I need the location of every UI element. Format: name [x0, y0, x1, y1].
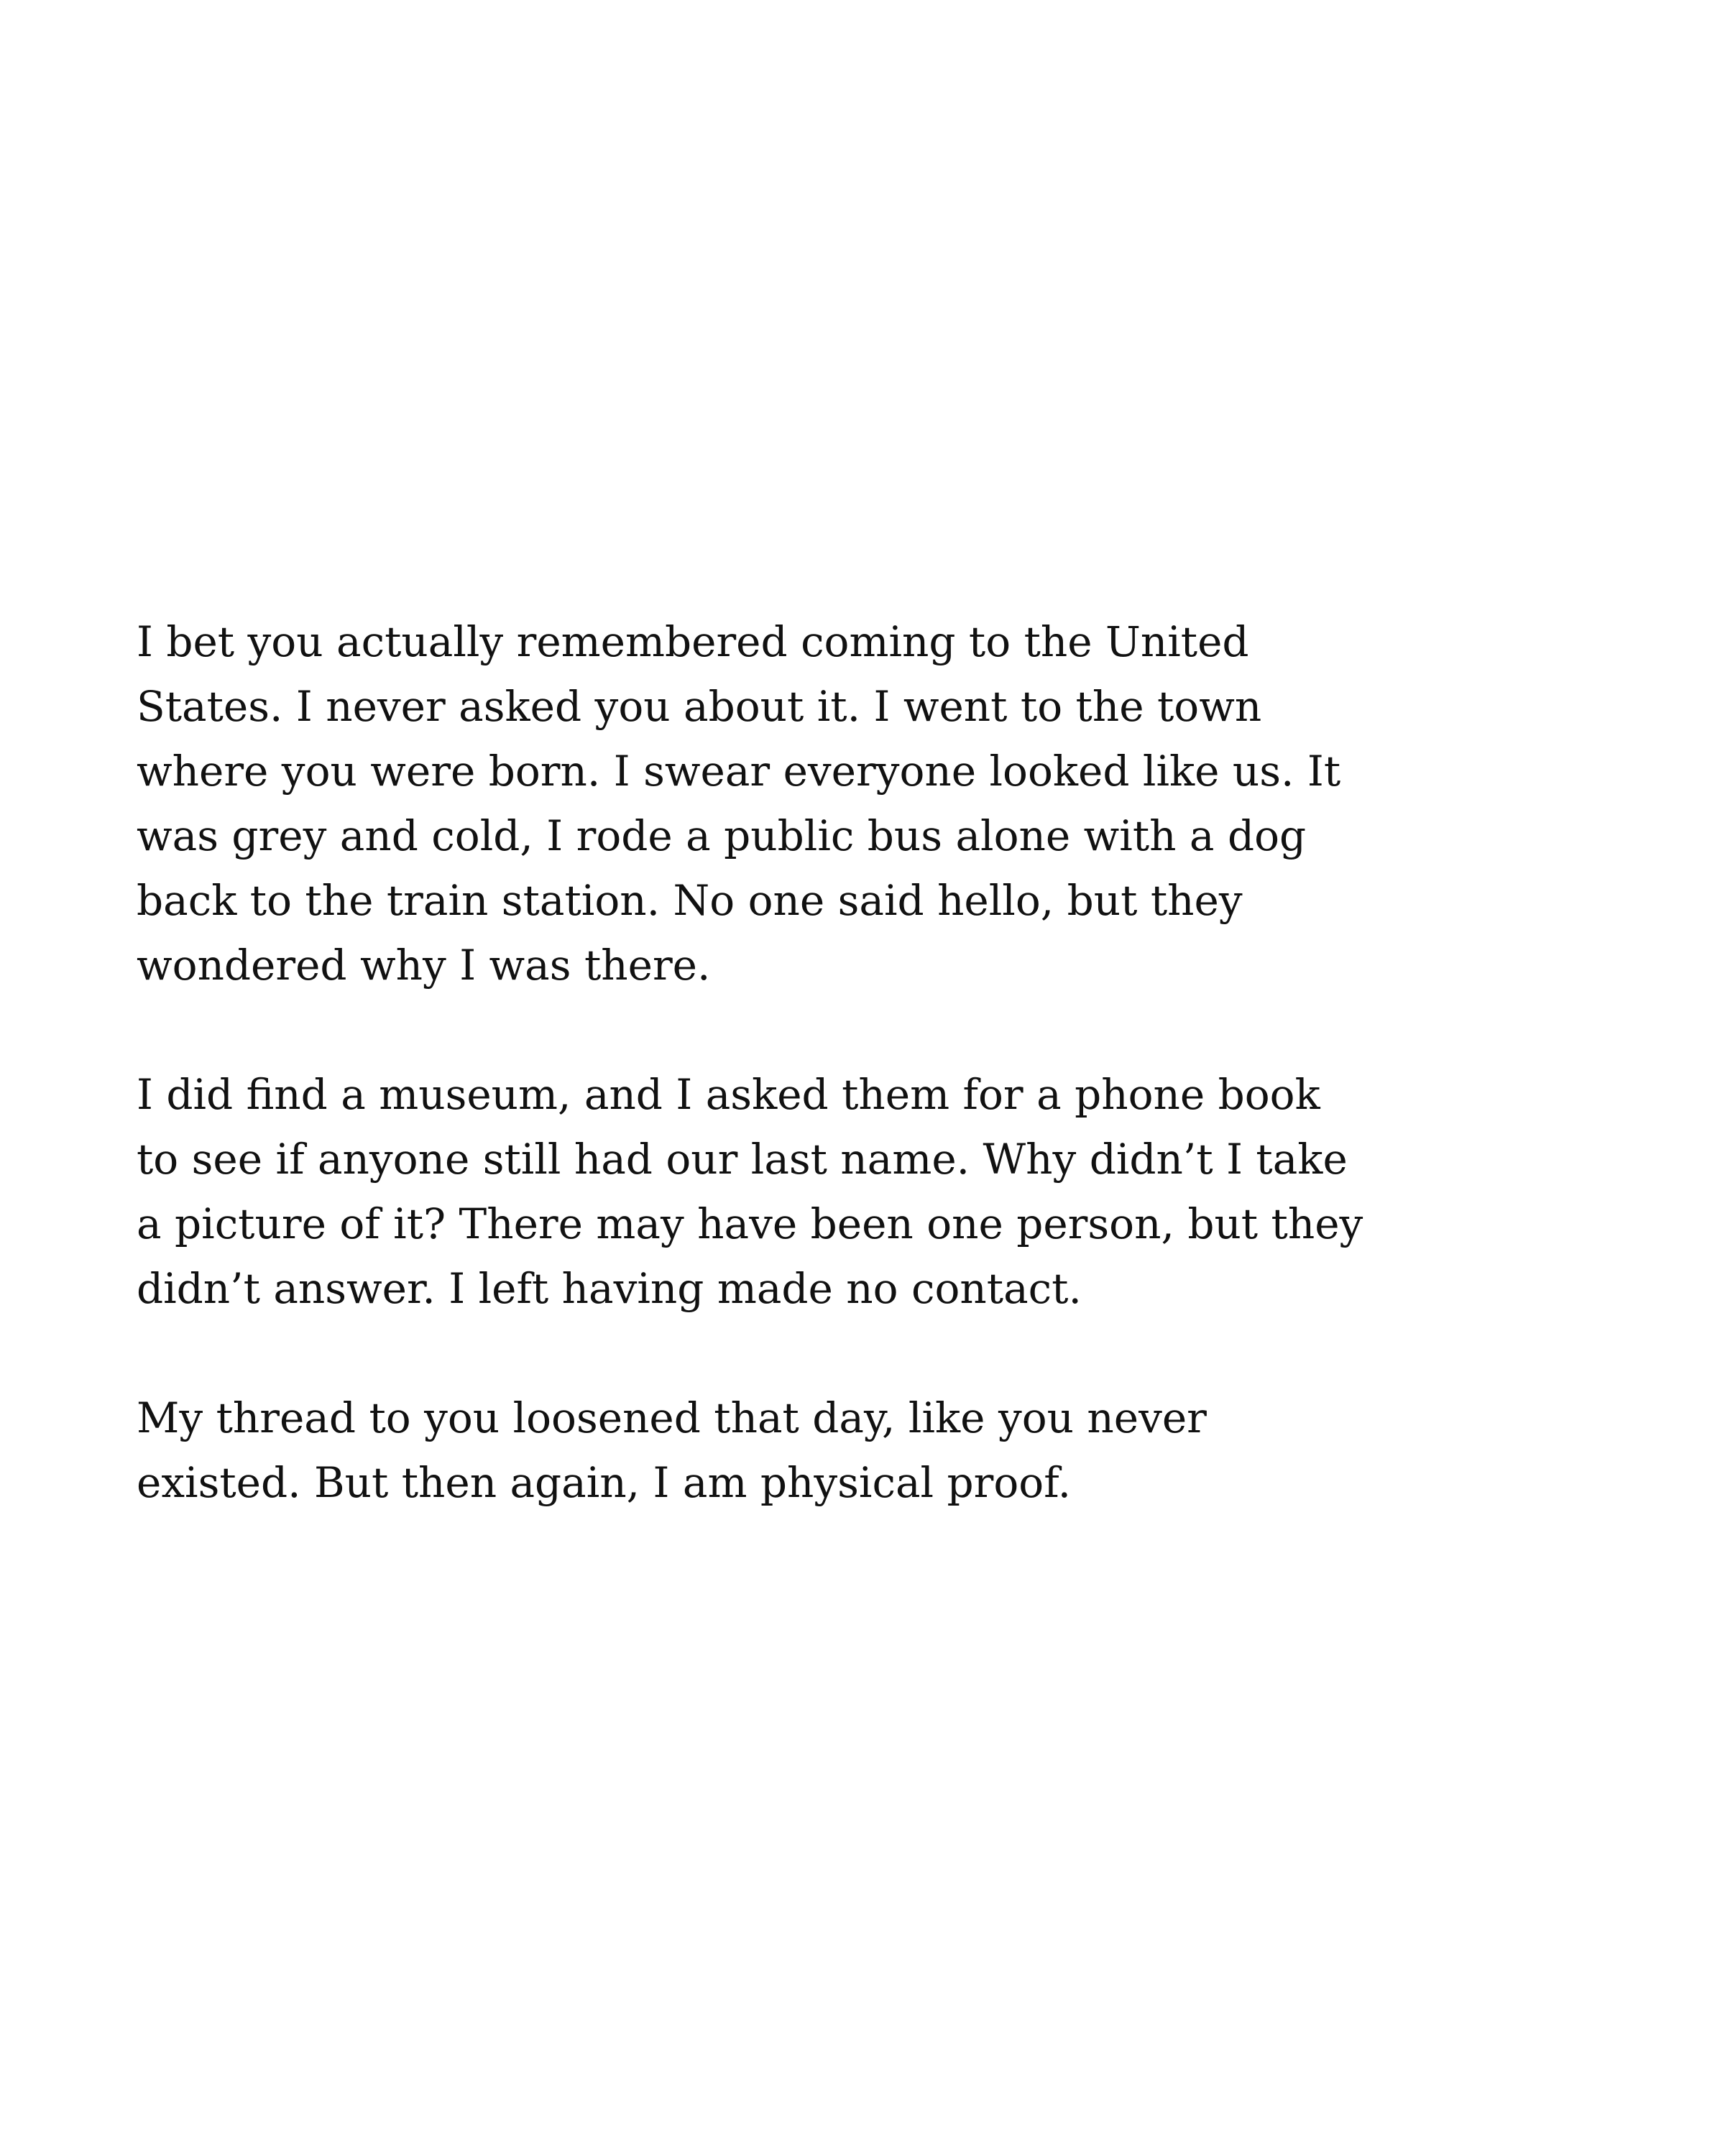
text-line: My thread to you loosened that day, like you never: [137, 1393, 1207, 1442]
text-line: States. I never asked you about it. I went to the town: [137, 682, 1262, 731]
paragraph-2: [137, 1062, 1402, 1321]
paragraph-1: [137, 609, 1402, 998]
text-line: a picture of it? There may have been one person, but they: [137, 1199, 1363, 1248]
text-line: wondered why I was there.: [137, 941, 711, 990]
body-text: [137, 609, 1402, 1580]
paragraph-3: [137, 1386, 1402, 1515]
text-line: to see if anyone still had our last name. Why didn’t I take: [137, 1135, 1348, 1184]
text-line: I did find a museum, and I asked them for a phone book: [137, 1070, 1320, 1119]
text-line: was grey and cold, I rode a public bus alone with a dog: [137, 811, 1307, 860]
text-line: back to the train station. No one said hello, but they: [137, 876, 1243, 925]
text-line: existed. But then again, I am physical proof.: [137, 1458, 1072, 1507]
text-line: where you were born. I swear everyone looked like us. It: [137, 747, 1341, 796]
text-line: I bet you actually remembered coming to the United: [137, 617, 1249, 666]
text-line: didn’t answer. I left having made no contact.: [137, 1264, 1082, 1313]
